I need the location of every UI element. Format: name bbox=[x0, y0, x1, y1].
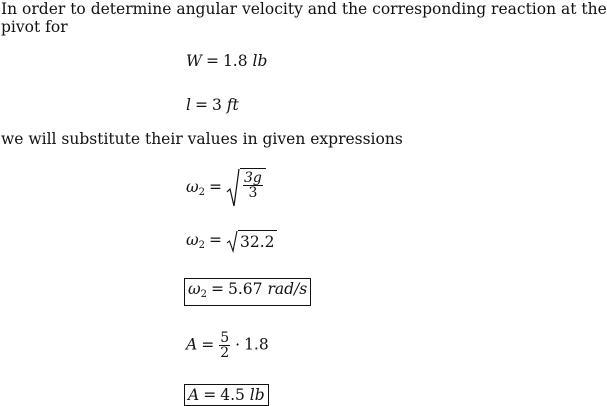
reaction-result-value: 4.5 bbox=[220, 386, 245, 404]
equals-sign: = bbox=[203, 386, 217, 404]
equation-weight bbox=[186, 51, 267, 71]
fraction-denominator: 3 bbox=[248, 185, 258, 201]
equation-reaction-formula bbox=[186, 331, 269, 360]
reaction-symbol: A bbox=[186, 335, 198, 354]
square-root bbox=[226, 230, 277, 252]
weight-unit: lb bbox=[252, 52, 268, 70]
multiply-dot: · bbox=[235, 335, 241, 354]
equals-sign: = bbox=[201, 335, 215, 354]
equals-sign: = bbox=[209, 178, 223, 196]
fraction-numerator: 5 bbox=[220, 330, 230, 346]
equation-omega-result bbox=[184, 278, 311, 306]
equals-sign: = bbox=[194, 96, 208, 114]
substitute-text: we will substitute their values in given expressions bbox=[1, 130, 403, 148]
square-root bbox=[226, 168, 266, 208]
equation-omega-formula bbox=[186, 168, 266, 208]
fraction-numerator: 3g bbox=[244, 170, 262, 186]
omega-subscript: 2 bbox=[200, 289, 208, 300]
fraction-5-over-2 bbox=[219, 331, 230, 360]
reaction-symbol: A bbox=[188, 386, 200, 404]
omega-symbol: ω bbox=[188, 280, 201, 298]
omega-result-value: 5.67 bbox=[228, 280, 263, 298]
radicand bbox=[240, 168, 266, 208]
reaction-factor: 1.8 bbox=[244, 335, 269, 354]
equals-sign: = bbox=[209, 231, 223, 249]
omega-subscript: 2 bbox=[198, 240, 206, 251]
fraction-denominator: 2 bbox=[220, 345, 230, 361]
equation-length bbox=[186, 95, 239, 115]
weight-symbol: W bbox=[186, 52, 202, 70]
reaction-result-unit: lb bbox=[249, 386, 265, 404]
reaction-result-box bbox=[184, 384, 269, 406]
radical-sign-icon bbox=[226, 230, 238, 252]
omega-symbol: ω bbox=[186, 231, 199, 249]
length-symbol: l bbox=[186, 96, 191, 114]
equals-sign: = bbox=[211, 280, 225, 298]
omega-symbol: ω bbox=[186, 178, 199, 196]
intro-line-1: In order to determine angular velocity and the corresponding reaction at the bbox=[1, 0, 607, 18]
radicand-value: 32.2 bbox=[238, 230, 277, 252]
intro-line-2: pivot for bbox=[1, 18, 68, 36]
equals-sign: = bbox=[205, 52, 219, 70]
weight-value: 1.8 bbox=[222, 52, 248, 70]
equation-reaction-result bbox=[184, 384, 269, 406]
omega-subscript: 2 bbox=[198, 187, 206, 198]
omega-result-unit: rad/s bbox=[267, 280, 308, 298]
radical-sign-icon bbox=[226, 168, 240, 208]
omega-result-box bbox=[184, 278, 311, 306]
fraction-3g-over-3 bbox=[243, 171, 263, 200]
length-value: 3 bbox=[211, 96, 222, 114]
length-unit: ft bbox=[226, 96, 239, 114]
equation-omega-sqrt bbox=[186, 230, 277, 256]
